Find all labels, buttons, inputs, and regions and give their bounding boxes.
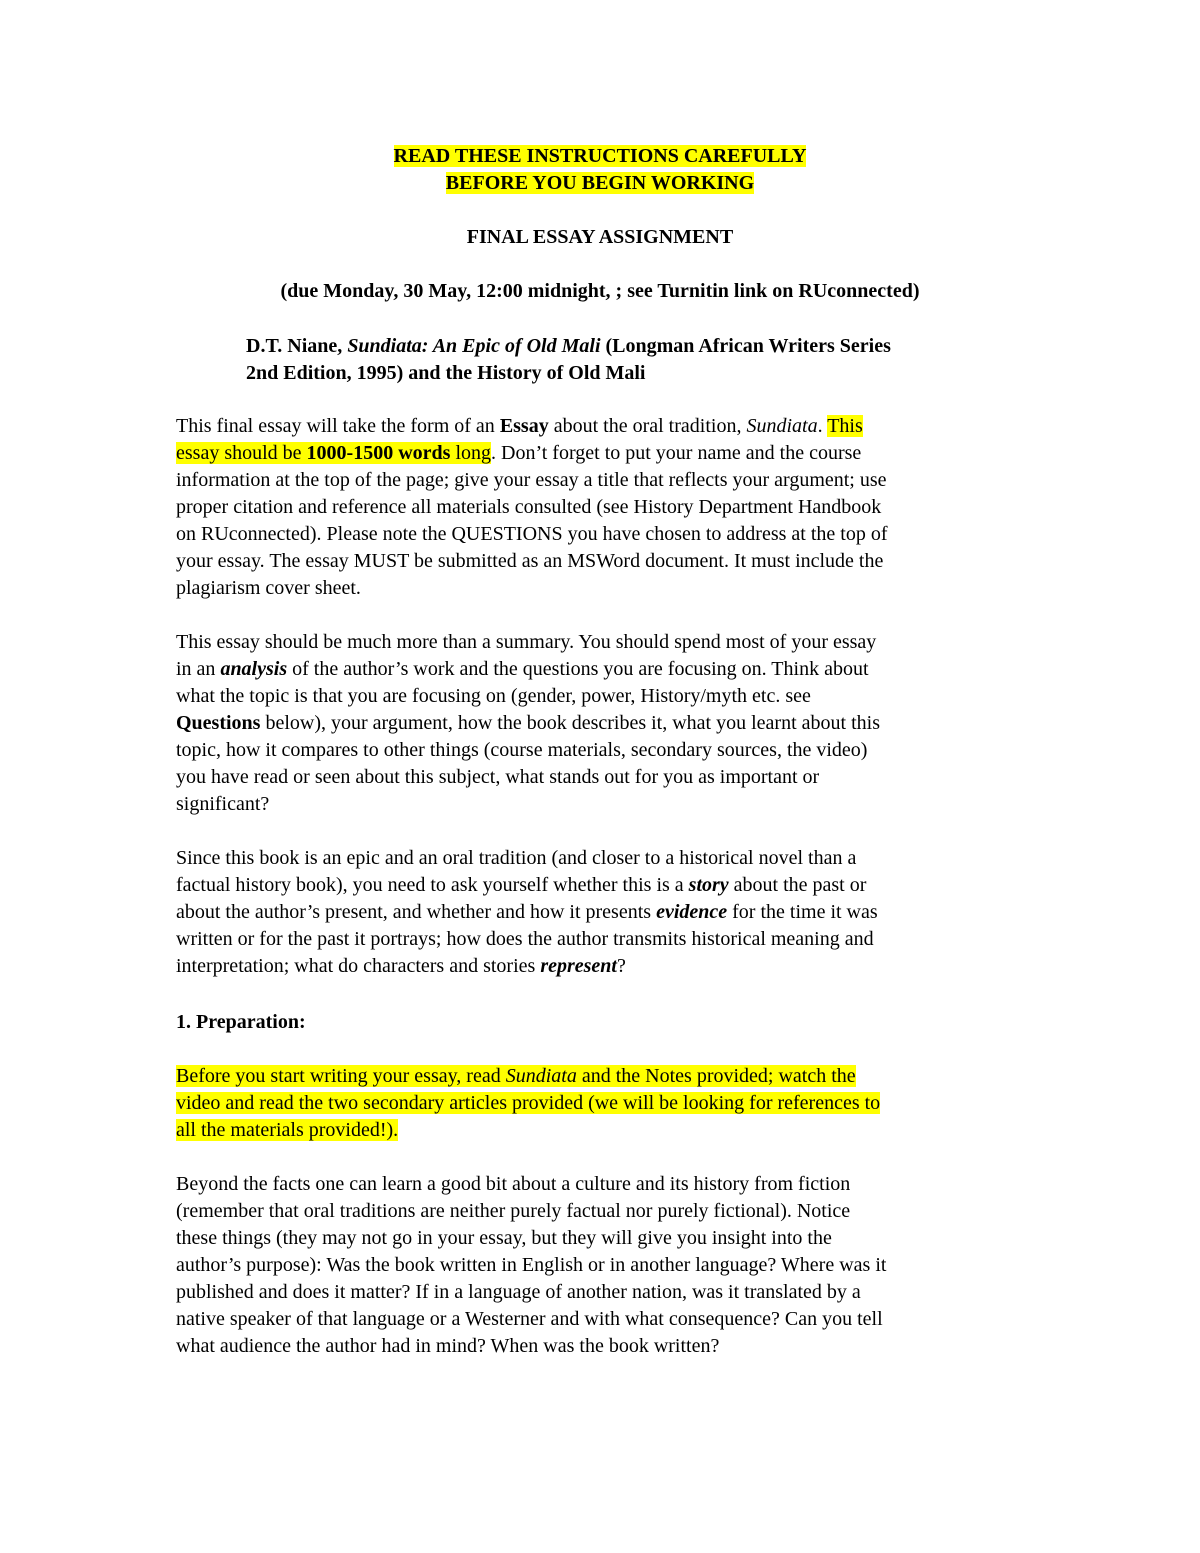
para1-line-4: proper citation and reference all materials consulted (see History Department Handbook (176, 496, 882, 518)
para3-line-4: written or for the past it portrays; how does the author transmits historical meaning and (176, 928, 874, 950)
para2-line-4: Questions below), your argument, how the book describes it, what you learnt about this (176, 712, 880, 734)
para2-line-6: you have read or seen about this subject, what stands out for you as important or (176, 766, 820, 788)
para1-line-6: your essay. The essay MUST be submitted as an MSWord document. It must include the (176, 550, 884, 572)
para5-line-5: published and does it matter? If in a language of another nation, was it translated by a (176, 1281, 861, 1303)
reference-book-title: Sundiata: An Epic of Old Mali (347, 335, 601, 357)
para1-line-2: essay should be 1000-1500 words long. Don’t forget to put your name and the course (176, 442, 862, 464)
para3-line-2: factual history book), you need to ask yourself whether this is a story about the past or (176, 874, 867, 896)
para1-line-5: on RUconnected). Please note the QUESTIONS you have chosen to address at the top of (176, 523, 888, 545)
para2-line-2: in an analysis of the author’s work and the questions you are focusing on. Think about (176, 658, 869, 680)
para5-line-6: native speaker of that language or a Westerner and with what consequence? Can you tell (176, 1308, 883, 1330)
para2-line-7: significant? (176, 793, 270, 815)
para4-line-3: all the materials provided!). (176, 1119, 399, 1141)
reference-line-1 (246, 333, 891, 360)
para5-line-1: Beyond the facts one can learn a good bit about a culture and its history from fiction (176, 1173, 851, 1195)
para1-line-7: plagiarism cover sheet. (176, 577, 361, 599)
para3-line-3: about the author’s present, and whether and how it presents evidence for the time it was (176, 901, 878, 923)
reference-publisher: (Longman African Writers Series (600, 335, 891, 357)
para5-line-3: these things (they may not go in your essay, but they will give you insight into the (176, 1227, 832, 1249)
assignment-title: FINAL ESSAY ASSIGNMENT (466, 226, 734, 248)
para4-line-1: Before you start writing your essay, read Sundiata and the Notes provided; watch the (176, 1065, 856, 1087)
instructions-line-1: READ THESE INSTRUCTIONS CAREFULLY (393, 145, 807, 167)
para4-line-2: video and read the two secondary articles provided (we will be looking for references to (176, 1092, 881, 1114)
due-date-line: (due Monday, 30 May, 12:00 midnight, ; see Turnitin link on RUconnected) (280, 280, 920, 302)
para1-line-3: information at the top of the page; give your essay a title that reflects your argument; use (176, 469, 887, 491)
para2-line-1: This essay should be much more than a summary. You should spend most of your essay (176, 631, 877, 653)
para5-line-2: (remember that oral traditions are neither purely factual nor purely fictional). Notice (176, 1200, 851, 1222)
para3-line-5: interpretation; what do characters and stories represent? (176, 955, 626, 977)
para2-line-3: what the topic is that you are focusing on (gender, power, History/myth etc. see (176, 685, 811, 707)
section-heading-preparation: 1. Preparation: (176, 1011, 306, 1033)
para3-line-1: Since this book is an epic and an oral tradition (and closer to a historical novel than a (176, 847, 857, 869)
para5-line-7: what audience the author had in mind? When was the book written? (176, 1335, 720, 1357)
reference-line-2: 2nd Edition, 1995) and the History of Old Mali (246, 362, 646, 384)
reference-author: D.T. Niane, (246, 335, 348, 357)
para5-line-4: author’s purpose): Was the book written in English or in another language? Where was it (176, 1254, 887, 1276)
para2-line-5: topic, how it compares to other things (course materials, secondary sources, the video) (176, 739, 868, 761)
instructions-line-2: BEFORE YOU BEGIN WORKING (445, 172, 755, 194)
para1-line-1: This final essay will take the form of an Essay about the oral tradition, Sundiata. This (176, 415, 863, 437)
